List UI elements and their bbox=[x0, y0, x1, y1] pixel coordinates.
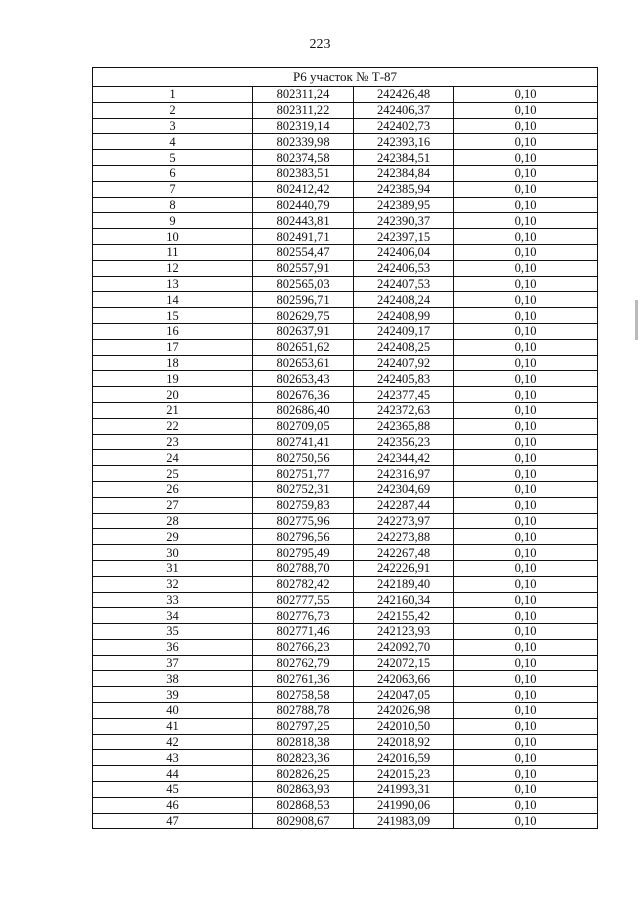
x-coordinate-cell: 802823,36 bbox=[253, 750, 354, 766]
y-coordinate-cell: 242015,23 bbox=[354, 766, 454, 782]
accuracy-cell: 0,10 bbox=[454, 497, 598, 513]
accuracy-cell: 0,10 bbox=[454, 513, 598, 529]
x-coordinate-cell: 802319,14 bbox=[253, 118, 354, 134]
table-row bbox=[93, 481, 598, 497]
y-coordinate-cell: 242273,97 bbox=[354, 513, 454, 529]
y-coordinate-cell: 242402,73 bbox=[354, 118, 454, 134]
y-coordinate-cell: 242406,37 bbox=[354, 102, 454, 118]
point-number-cell: 31 bbox=[93, 560, 253, 576]
point-number-cell: 11 bbox=[93, 244, 253, 260]
accuracy-cell: 0,10 bbox=[454, 213, 598, 229]
point-number-cell: 10 bbox=[93, 229, 253, 245]
accuracy-cell: 0,10 bbox=[454, 181, 598, 197]
accuracy-cell: 0,10 bbox=[454, 734, 598, 750]
x-coordinate-cell: 802796,56 bbox=[253, 529, 354, 545]
accuracy-cell: 0,10 bbox=[454, 197, 598, 213]
accuracy-cell: 0,10 bbox=[454, 797, 598, 813]
y-coordinate-cell: 242226,91 bbox=[354, 560, 454, 576]
x-coordinate-cell: 802383,51 bbox=[253, 165, 354, 181]
y-coordinate-cell: 242405,83 bbox=[354, 371, 454, 387]
accuracy-cell: 0,10 bbox=[454, 308, 598, 324]
y-coordinate-cell: 242016,59 bbox=[354, 750, 454, 766]
table-row bbox=[93, 213, 598, 229]
x-coordinate-cell: 802759,83 bbox=[253, 497, 354, 513]
accuracy-cell: 0,10 bbox=[454, 671, 598, 687]
accuracy-cell: 0,10 bbox=[454, 466, 598, 482]
accuracy-cell: 0,10 bbox=[454, 87, 598, 103]
point-number-cell: 17 bbox=[93, 339, 253, 355]
table-row bbox=[93, 165, 598, 181]
point-number-cell: 38 bbox=[93, 671, 253, 687]
y-coordinate-cell: 241983,09 bbox=[354, 813, 454, 829]
x-coordinate-cell: 802750,56 bbox=[253, 450, 354, 466]
table-row bbox=[93, 766, 598, 782]
table-row bbox=[93, 371, 598, 387]
y-coordinate-cell: 242426,48 bbox=[354, 87, 454, 103]
table-row bbox=[93, 624, 598, 640]
y-coordinate-cell: 242390,37 bbox=[354, 213, 454, 229]
x-coordinate-cell: 802775,96 bbox=[253, 513, 354, 529]
point-number-cell: 37 bbox=[93, 655, 253, 671]
point-number-cell: 15 bbox=[93, 308, 253, 324]
y-coordinate-cell: 242018,92 bbox=[354, 734, 454, 750]
y-coordinate-cell: 242389,95 bbox=[354, 197, 454, 213]
accuracy-cell: 0,10 bbox=[454, 766, 598, 782]
x-coordinate-cell: 802766,23 bbox=[253, 639, 354, 655]
x-coordinate-cell: 802676,36 bbox=[253, 387, 354, 403]
scan-edge-mark bbox=[635, 300, 638, 340]
y-coordinate-cell: 241990,06 bbox=[354, 797, 454, 813]
y-coordinate-cell: 242407,53 bbox=[354, 276, 454, 292]
x-coordinate-cell: 802311,24 bbox=[253, 87, 354, 103]
x-coordinate-cell: 802771,46 bbox=[253, 624, 354, 640]
accuracy-cell: 0,10 bbox=[454, 339, 598, 355]
point-number-cell: 39 bbox=[93, 687, 253, 703]
point-number-cell: 41 bbox=[93, 718, 253, 734]
y-coordinate-cell: 242273,88 bbox=[354, 529, 454, 545]
table-row bbox=[93, 718, 598, 734]
y-coordinate-cell: 242408,25 bbox=[354, 339, 454, 355]
table-row bbox=[93, 560, 598, 576]
y-coordinate-cell: 242377,45 bbox=[354, 387, 454, 403]
point-number-cell: 9 bbox=[93, 213, 253, 229]
table-row bbox=[93, 229, 598, 245]
table-row bbox=[93, 671, 598, 687]
x-coordinate-cell: 802651,62 bbox=[253, 339, 354, 355]
point-number-cell: 6 bbox=[93, 165, 253, 181]
table-row bbox=[93, 813, 598, 829]
x-coordinate-cell: 802653,61 bbox=[253, 355, 354, 371]
point-number-cell: 42 bbox=[93, 734, 253, 750]
point-number-cell: 23 bbox=[93, 434, 253, 450]
table-row bbox=[93, 576, 598, 592]
table-row bbox=[93, 308, 598, 324]
y-coordinate-cell: 242397,15 bbox=[354, 229, 454, 245]
x-coordinate-cell: 802782,42 bbox=[253, 576, 354, 592]
y-coordinate-cell: 242409,17 bbox=[354, 323, 454, 339]
accuracy-cell: 0,10 bbox=[454, 418, 598, 434]
y-coordinate-cell: 242160,34 bbox=[354, 592, 454, 608]
accuracy-cell: 0,10 bbox=[454, 718, 598, 734]
table-row bbox=[93, 387, 598, 403]
point-number-cell: 40 bbox=[93, 703, 253, 719]
table-row bbox=[93, 181, 598, 197]
point-number-cell: 43 bbox=[93, 750, 253, 766]
x-coordinate-cell: 802565,03 bbox=[253, 276, 354, 292]
x-coordinate-cell: 802741,41 bbox=[253, 434, 354, 450]
y-coordinate-cell: 242155,42 bbox=[354, 608, 454, 624]
accuracy-cell: 0,10 bbox=[454, 244, 598, 260]
accuracy-cell: 0,10 bbox=[454, 750, 598, 766]
table-body bbox=[93, 68, 598, 829]
x-coordinate-cell: 802629,75 bbox=[253, 308, 354, 324]
point-number-cell: 2 bbox=[93, 102, 253, 118]
point-number-cell: 28 bbox=[93, 513, 253, 529]
table-row bbox=[93, 323, 598, 339]
table-row bbox=[93, 434, 598, 450]
accuracy-cell: 0,10 bbox=[454, 276, 598, 292]
y-coordinate-cell: 242267,48 bbox=[354, 545, 454, 561]
point-number-cell: 26 bbox=[93, 481, 253, 497]
point-number-cell: 1 bbox=[93, 87, 253, 103]
table-row bbox=[93, 639, 598, 655]
accuracy-cell: 0,10 bbox=[454, 481, 598, 497]
x-coordinate-cell: 802491,71 bbox=[253, 229, 354, 245]
accuracy-cell: 0,10 bbox=[454, 402, 598, 418]
x-coordinate-cell: 802412,42 bbox=[253, 181, 354, 197]
y-coordinate-cell: 242408,99 bbox=[354, 308, 454, 324]
point-number-cell: 12 bbox=[93, 260, 253, 276]
table-row bbox=[93, 402, 598, 418]
y-coordinate-cell: 242304,69 bbox=[354, 481, 454, 497]
accuracy-cell: 0,10 bbox=[454, 434, 598, 450]
y-coordinate-cell: 242408,24 bbox=[354, 292, 454, 308]
table-row bbox=[93, 592, 598, 608]
x-coordinate-cell: 802762,79 bbox=[253, 655, 354, 671]
accuracy-cell: 0,10 bbox=[454, 102, 598, 118]
y-coordinate-cell: 242316,97 bbox=[354, 466, 454, 482]
point-number-cell: 36 bbox=[93, 639, 253, 655]
point-number-cell: 32 bbox=[93, 576, 253, 592]
x-coordinate-cell: 802751,77 bbox=[253, 466, 354, 482]
accuracy-cell: 0,10 bbox=[454, 624, 598, 640]
table-row bbox=[93, 529, 598, 545]
table-row bbox=[93, 150, 598, 166]
point-number-cell: 16 bbox=[93, 323, 253, 339]
accuracy-cell: 0,10 bbox=[454, 450, 598, 466]
point-number-cell: 24 bbox=[93, 450, 253, 466]
x-coordinate-cell: 802557,91 bbox=[253, 260, 354, 276]
accuracy-cell: 0,10 bbox=[454, 687, 598, 703]
x-coordinate-cell: 802637,91 bbox=[253, 323, 354, 339]
point-number-cell: 45 bbox=[93, 782, 253, 798]
accuracy-cell: 0,10 bbox=[454, 260, 598, 276]
accuracy-cell: 0,10 bbox=[454, 150, 598, 166]
point-number-cell: 18 bbox=[93, 355, 253, 371]
point-number-cell: 19 bbox=[93, 371, 253, 387]
y-coordinate-cell: 242072,15 bbox=[354, 655, 454, 671]
accuracy-cell: 0,10 bbox=[454, 592, 598, 608]
x-coordinate-cell: 802818,38 bbox=[253, 734, 354, 750]
accuracy-cell: 0,10 bbox=[454, 371, 598, 387]
accuracy-cell: 0,10 bbox=[454, 165, 598, 181]
y-coordinate-cell: 242384,84 bbox=[354, 165, 454, 181]
table-row bbox=[93, 339, 598, 355]
accuracy-cell: 0,10 bbox=[454, 229, 598, 245]
y-coordinate-cell: 242407,92 bbox=[354, 355, 454, 371]
point-number-cell: 30 bbox=[93, 545, 253, 561]
accuracy-cell: 0,10 bbox=[454, 118, 598, 134]
x-coordinate-cell: 802709,05 bbox=[253, 418, 354, 434]
table-row bbox=[93, 608, 598, 624]
table-row bbox=[93, 797, 598, 813]
x-coordinate-cell: 802795,49 bbox=[253, 545, 354, 561]
x-coordinate-cell: 802868,53 bbox=[253, 797, 354, 813]
page-number: 223 bbox=[309, 37, 331, 52]
accuracy-cell: 0,10 bbox=[454, 608, 598, 624]
y-coordinate-cell: 242365,88 bbox=[354, 418, 454, 434]
table-row bbox=[93, 355, 598, 371]
point-number-cell: 13 bbox=[93, 276, 253, 292]
x-coordinate-cell: 802826,25 bbox=[253, 766, 354, 782]
table-row bbox=[93, 134, 598, 150]
x-coordinate-cell: 802653,43 bbox=[253, 371, 354, 387]
y-coordinate-cell: 242344,42 bbox=[354, 450, 454, 466]
accuracy-cell: 0,10 bbox=[454, 639, 598, 655]
point-number-cell: 33 bbox=[93, 592, 253, 608]
table-row bbox=[93, 687, 598, 703]
y-coordinate-cell: 242372,63 bbox=[354, 402, 454, 418]
table-title: Р6 участок № Т-87 bbox=[93, 68, 598, 87]
table-row bbox=[93, 545, 598, 561]
table-row bbox=[93, 703, 598, 719]
point-number-cell: 25 bbox=[93, 466, 253, 482]
accuracy-cell: 0,10 bbox=[454, 782, 598, 798]
accuracy-cell: 0,10 bbox=[454, 545, 598, 561]
table-row bbox=[93, 513, 598, 529]
y-coordinate-cell: 242385,94 bbox=[354, 181, 454, 197]
x-coordinate-cell: 802908,67 bbox=[253, 813, 354, 829]
table-row bbox=[93, 260, 598, 276]
table-row bbox=[93, 292, 598, 308]
x-coordinate-cell: 802752,31 bbox=[253, 481, 354, 497]
x-coordinate-cell: 802554,47 bbox=[253, 244, 354, 260]
x-coordinate-cell: 802339,98 bbox=[253, 134, 354, 150]
table-row bbox=[93, 466, 598, 482]
x-coordinate-cell: 802788,70 bbox=[253, 560, 354, 576]
point-number-cell: 7 bbox=[93, 181, 253, 197]
table-row bbox=[93, 276, 598, 292]
accuracy-cell: 0,10 bbox=[454, 134, 598, 150]
point-number-cell: 44 bbox=[93, 766, 253, 782]
y-coordinate-cell: 242047,05 bbox=[354, 687, 454, 703]
x-coordinate-cell: 802440,79 bbox=[253, 197, 354, 213]
x-coordinate-cell: 802311,22 bbox=[253, 102, 354, 118]
y-coordinate-cell: 242287,44 bbox=[354, 497, 454, 513]
y-coordinate-cell: 242393,16 bbox=[354, 134, 454, 150]
point-number-cell: 46 bbox=[93, 797, 253, 813]
x-coordinate-cell: 802686,40 bbox=[253, 402, 354, 418]
table-title-row bbox=[93, 68, 598, 87]
x-coordinate-cell: 802443,81 bbox=[253, 213, 354, 229]
point-number-cell: 8 bbox=[93, 197, 253, 213]
accuracy-cell: 0,10 bbox=[454, 387, 598, 403]
table-row bbox=[93, 750, 598, 766]
accuracy-cell: 0,10 bbox=[454, 655, 598, 671]
point-number-cell: 27 bbox=[93, 497, 253, 513]
table-row bbox=[93, 197, 598, 213]
accuracy-cell: 0,10 bbox=[454, 576, 598, 592]
y-coordinate-cell: 242092,70 bbox=[354, 639, 454, 655]
table-row bbox=[93, 655, 598, 671]
x-coordinate-cell: 802797,25 bbox=[253, 718, 354, 734]
table-row bbox=[93, 87, 598, 103]
y-coordinate-cell: 242189,40 bbox=[354, 576, 454, 592]
table-row bbox=[93, 244, 598, 260]
accuracy-cell: 0,10 bbox=[454, 529, 598, 545]
accuracy-cell: 0,10 bbox=[454, 813, 598, 829]
point-number-cell: 47 bbox=[93, 813, 253, 829]
accuracy-cell: 0,10 bbox=[454, 292, 598, 308]
x-coordinate-cell: 802596,71 bbox=[253, 292, 354, 308]
point-number-cell: 3 bbox=[93, 118, 253, 134]
point-number-cell: 14 bbox=[93, 292, 253, 308]
point-number-cell: 22 bbox=[93, 418, 253, 434]
y-coordinate-cell: 242406,53 bbox=[354, 260, 454, 276]
x-coordinate-cell: 802374,58 bbox=[253, 150, 354, 166]
x-coordinate-cell: 802788,78 bbox=[253, 703, 354, 719]
accuracy-cell: 0,10 bbox=[454, 703, 598, 719]
accuracy-cell: 0,10 bbox=[454, 560, 598, 576]
coordinates-table bbox=[92, 67, 598, 829]
point-number-cell: 20 bbox=[93, 387, 253, 403]
table-row bbox=[93, 102, 598, 118]
x-coordinate-cell: 802776,73 bbox=[253, 608, 354, 624]
point-number-cell: 4 bbox=[93, 134, 253, 150]
table-row bbox=[93, 118, 598, 134]
y-coordinate-cell: 242010,50 bbox=[354, 718, 454, 734]
point-number-cell: 21 bbox=[93, 402, 253, 418]
y-coordinate-cell: 242026,98 bbox=[354, 703, 454, 719]
x-coordinate-cell: 802863,93 bbox=[253, 782, 354, 798]
accuracy-cell: 0,10 bbox=[454, 323, 598, 339]
x-coordinate-cell: 802761,36 bbox=[253, 671, 354, 687]
y-coordinate-cell: 241993,31 bbox=[354, 782, 454, 798]
table-row bbox=[93, 450, 598, 466]
table-row bbox=[93, 418, 598, 434]
point-number-cell: 29 bbox=[93, 529, 253, 545]
table-row bbox=[93, 497, 598, 513]
y-coordinate-cell: 242063,66 bbox=[354, 671, 454, 687]
table-row bbox=[93, 782, 598, 798]
table-row bbox=[93, 734, 598, 750]
point-number-cell: 35 bbox=[93, 624, 253, 640]
point-number-cell: 5 bbox=[93, 150, 253, 166]
y-coordinate-cell: 242356,23 bbox=[354, 434, 454, 450]
y-coordinate-cell: 242123,93 bbox=[354, 624, 454, 640]
accuracy-cell: 0,10 bbox=[454, 355, 598, 371]
x-coordinate-cell: 802758,58 bbox=[253, 687, 354, 703]
x-coordinate-cell: 802777,55 bbox=[253, 592, 354, 608]
point-number-cell: 34 bbox=[93, 608, 253, 624]
y-coordinate-cell: 242384,51 bbox=[354, 150, 454, 166]
y-coordinate-cell: 242406,04 bbox=[354, 244, 454, 260]
